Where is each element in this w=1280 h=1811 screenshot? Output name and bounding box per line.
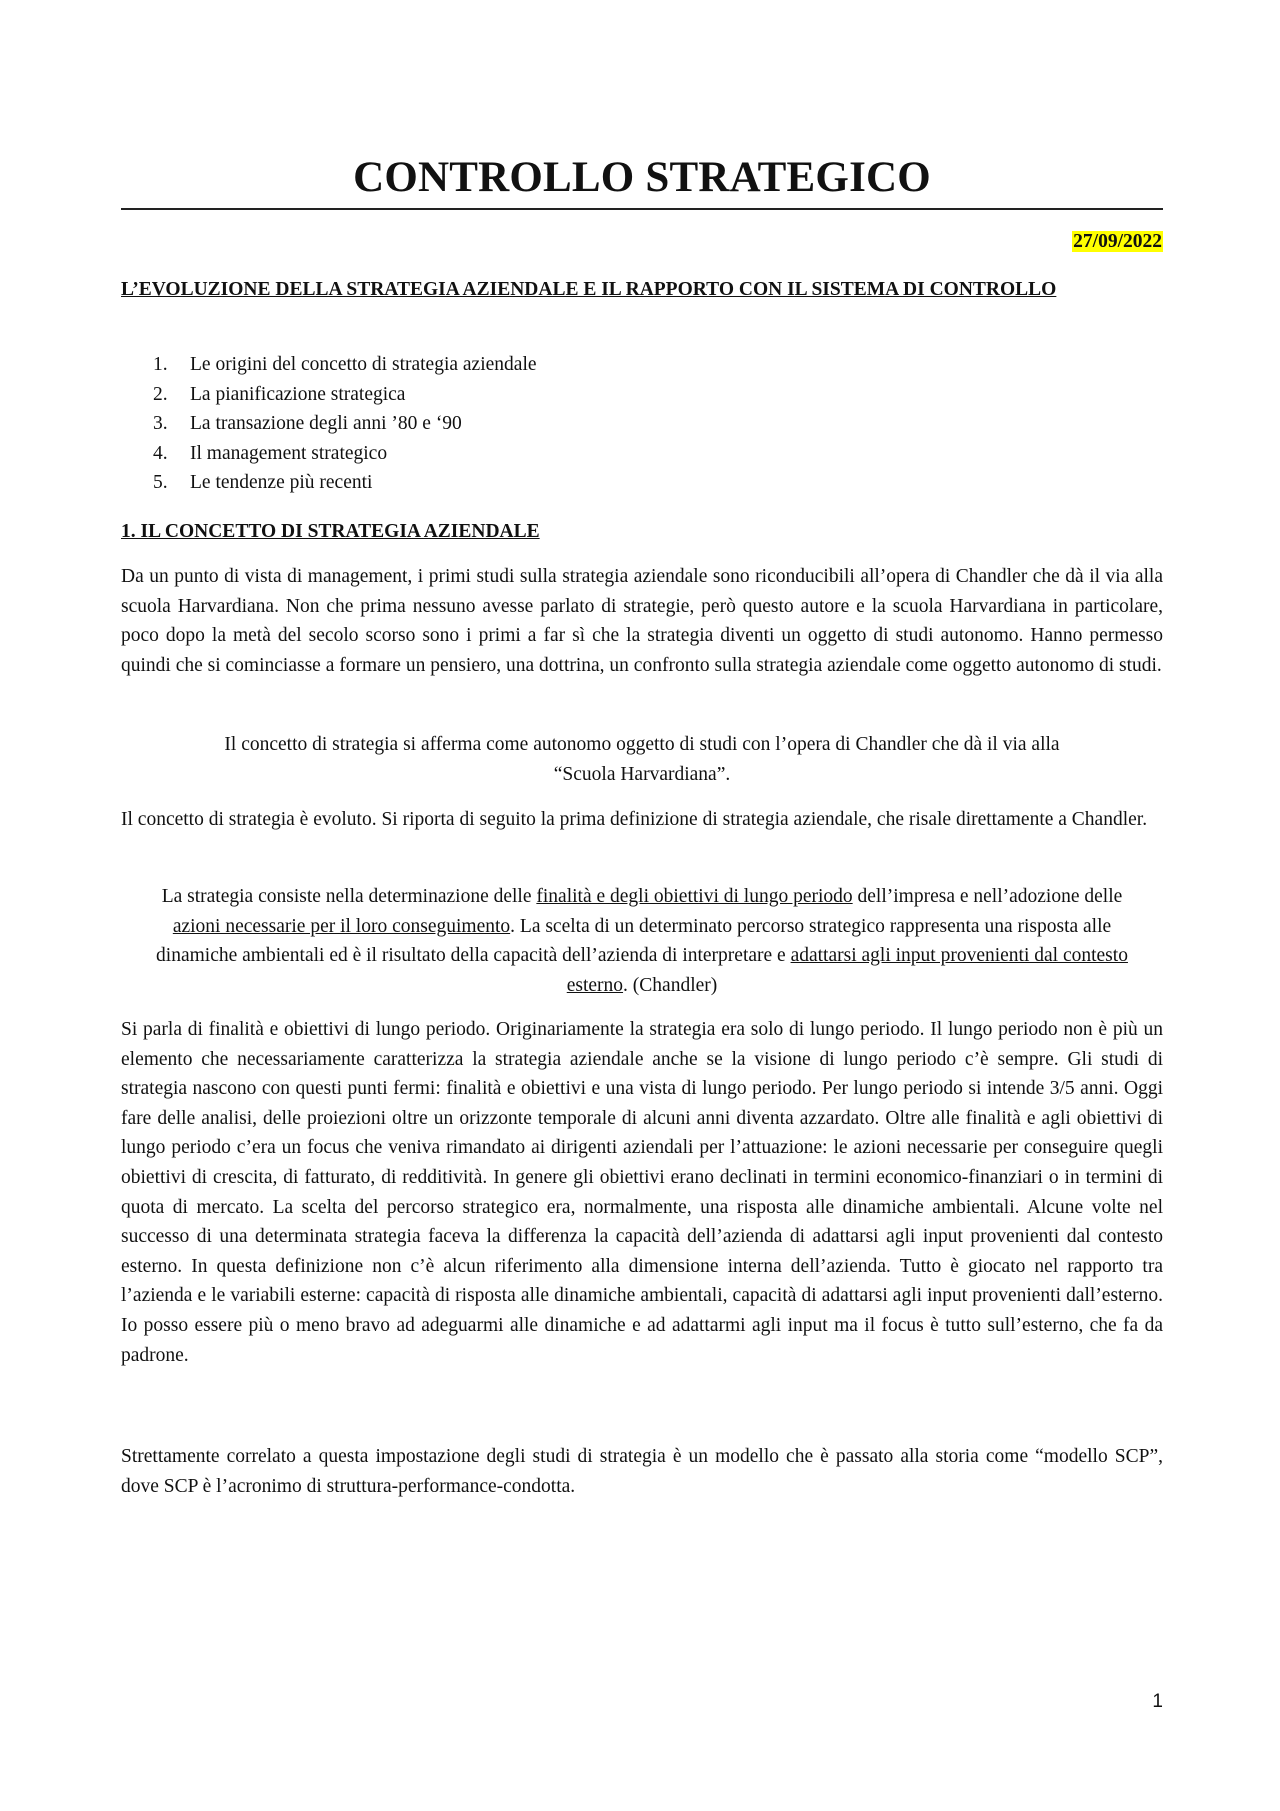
page-number: 1: [1152, 1691, 1163, 1712]
quote-chandler-definition: [141, 882, 1143, 1000]
paragraph-intro: Da un punto di vista di management, i primi studi sulla strategia aziendale sono riconducibili all’opera di Chandler che dà il via alla scuola Harvardiana. Non che prima nessuno avesse parlato di strategie, però questo autore e la scuola Harvardiana in particolare, poco dopo la metà del secolo scorso sono i primi a far sì che la strategia diventi un oggetto di studi autonomo. Hanno permesso quindi che si cominciasse a formare un pensiero, una dottrina, un confronto sulla strategia aziendale come oggetto autonomo di studi.: [121, 566, 1163, 676]
document-page: [121, 0, 1163, 1811]
toc-item-label: Le origini del concetto di strategia aziendale: [190, 354, 537, 375]
paragraph-scp-model: Strettamente correlato a questa impostazione degli studi di strategia è un modello che è passato alla storia come “modello SCP”, dove SCP è l’acronimo di struttura-performance-condotta.: [121, 1446, 1163, 1497]
toc-item: [153, 439, 537, 469]
toc-item: [153, 409, 537, 439]
toc-item-label: La pianificazione strategica: [190, 383, 406, 405]
date-highlight: 27/09/2022: [1073, 231, 1162, 252]
toc-item-number: 4.: [153, 442, 168, 464]
toc-item-number: 3.: [153, 413, 168, 434]
table-of-contents: [153, 350, 537, 498]
toc-item-label: Il management strategico: [190, 442, 388, 464]
toc-item-label: La transazione degli anni ’80 e ‘90: [190, 413, 462, 434]
quote-concept-line2: “Scuola Harvardiana”.: [553, 763, 731, 785]
toc-item: [153, 380, 537, 410]
date-row: [121, 230, 1163, 254]
toc-item-number: 5.: [153, 472, 168, 493]
quote-concept: [121, 730, 1163, 789]
quote-concept-line1: Il concetto di strategia si afferma come autonomo oggetto di studi con l’opera di Chandler che dà il via alla: [224, 734, 1060, 755]
quote-text: . (Chandler): [623, 974, 718, 996]
section-heading: 1. IL CONCETTO DI STRATEGIA AZIENDALE: [121, 521, 540, 542]
title-underline-rule: [121, 208, 1163, 210]
toc-item-label: Le tendenze più recenti: [190, 472, 373, 493]
quote-text: . La scelta di un determinato percorso strategico rappresenta una risposta alle dinamiche ambientali ed è il risultato della capacità dell’azienda di interpretare e: [156, 915, 1112, 967]
toc-item: [153, 350, 537, 380]
document-title: CONTROLLO STRATEGICO: [353, 154, 931, 201]
main-heading: L’EVOLUZIONE DELLA STRATEGIA AZIENDALE E IL RAPPORTO CON IL SISTEMA DI CONTROLLO: [121, 279, 1057, 300]
quote-underlined-text: adattarsi agli input provenienti dal contesto esterno: [566, 945, 1128, 996]
quote-text: dell’impresa e nell’adozione delle: [852, 886, 1123, 907]
paragraph-long-period: Si parla di finalità e obiettivi di lungo periodo. Originariamente la strategia era solo di lungo periodo. Il lungo periodo non è più un elemento che necessariamente caratterizza la strategia aziendale anche se la visione di lungo periodo c’è sempre. Gli studi di strategia nascono con questi punti fermi: finalità e obiettivi e una vista di lungo periodo. Per lungo periodo si intende 3/5 anni. Oggi fare delle analisi, delle proiezioni oltre un orizzonte temporale di alcuni anni diventa azzardato. Oltre alle finalità e agli obiettivi di lungo periodo c’era un focus che veniva rimandato ai dirigenti aziendali per l’attuazione: le azioni necessarie per conseguire quegli obiettivi di crescita, di fatturato, di redditività. In genere gli obiettivi erano declinati in termini economico-finanziari o in termini di quota di mercato. La scelta del percorso strategico era, normalmente, una risposta alle dinamiche ambientali. Alcune volte nel successo di una determinata strategia faceva la differenza la capacità dell’azienda di adattarsi agli input provenienti dal contesto esterno. In questa definizione non c’è alcun riferimento alla dimensione interna dell’azienda. Tutto è giocato nel rapporto tra l’azienda e le variabili esterne: capacità di risposta alle dinamiche ambientali, capacità di adattarsi agli input provenienti dall’esterno. Io posso essere più o meno bravo ad adeguarmi alle dinamiche e ad adattarmi agli input ma il focus è tutto sull’esterno, che fa da padrone.: [121, 1019, 1163, 1366]
quote-underlined-text: finalità e degli obiettivi di lungo periodo: [536, 886, 853, 907]
toc-item-number: 1.: [153, 354, 168, 375]
paragraph-evolution: Il concetto di strategia è evoluto. Si riporta di seguito la prima definizione di strategia aziendale, che risale direttamente a Chandler.: [121, 809, 1148, 830]
toc-item-number: 2.: [153, 383, 168, 405]
quote-text: La strategia consiste nella determinazione delle: [161, 886, 537, 907]
quote-underlined-text: azioni necessarie per il loro conseguimento: [172, 915, 511, 937]
toc-item: [153, 468, 537, 498]
